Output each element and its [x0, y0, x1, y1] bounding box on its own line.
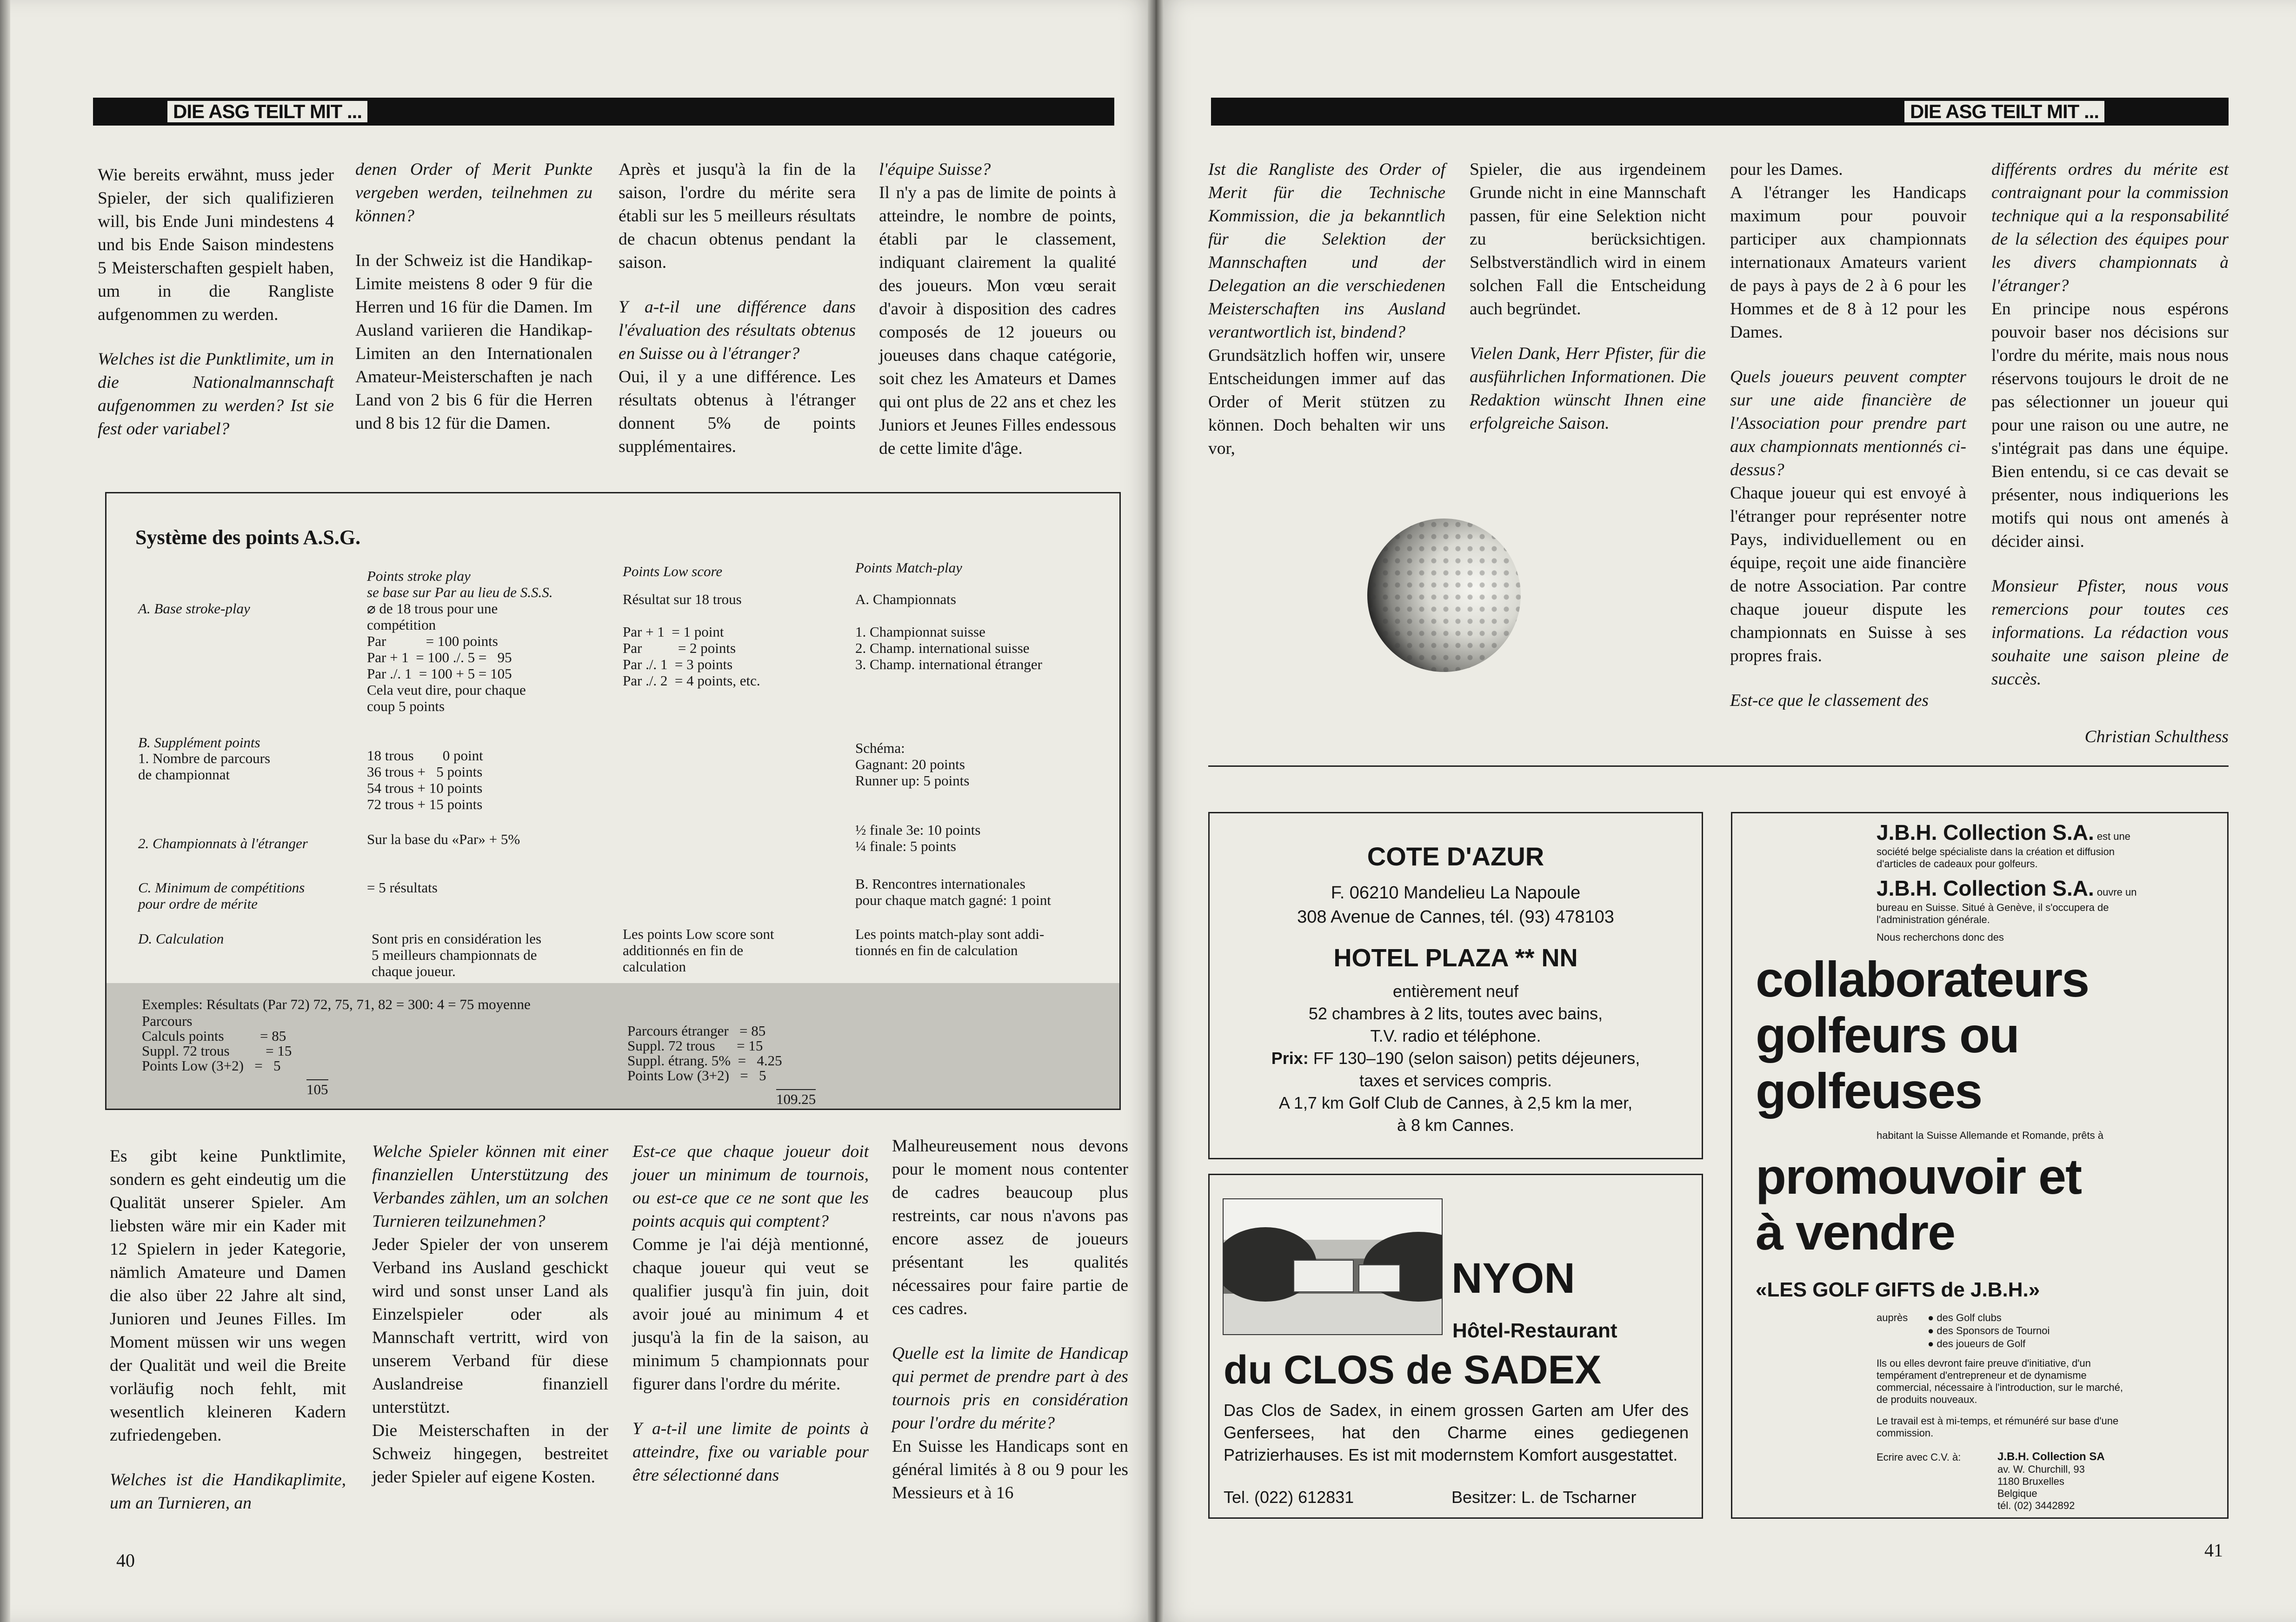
jbh-big-1: collaborateurs	[1756, 951, 2089, 1007]
left-top-col-3	[619, 158, 856, 459]
stroke-play-body: ⌀ de 18 trous pour une compétition Par = 100 points Par + 1 = 100 ./. 5 = 95 Par ./. 1 = 100 + 5 = 105 Cela veut dire, pour chaque coup 5 points	[367, 600, 526, 714]
left-page-number: 40	[116, 1550, 135, 1571]
match-play-body: A. Championnats 1. Championnat suisse 2. Champ. international suisse 3. Champ. international étranger	[855, 591, 1043, 672]
jbh-habitant: habitant la Suisse Allemande et Romande, prêts à	[1877, 1130, 2103, 1141]
jbh-bullet-1-text: des Golf clubs	[1937, 1312, 2002, 1323]
paragraph-gap	[355, 228, 592, 249]
examples-left: Parcours Calculs points = 85 Suppl. 72 trous = 15 Points Low (3+2) = 5	[142, 1013, 292, 1074]
jbh-intro-2a: ouvre un	[2094, 886, 2137, 898]
paragraph: Es gibt keine Punktlimite, sondern es geht eindeutig um die Qualität unserer Spieler. Am liebsten wäre mir ein Kader mit 12 Spielern in jeder Kategorie, nämlich Amateure und Damen die also über 22 Jahre alt sind, Junioren und Jeunes Filles. Im Moment müssen wir uns wegen der Qualität und weil die Breite vorläufig noch fehlt, mit wesentlich kleineren Kadern zufriedengeben.	[110, 1147, 346, 1445]
paragraph: Chaque joueur qui est envoyé à l'étranger pour représenter notre Pays, individuellement ou en équipe, reçoit une aide financière de notre Association. Par contre chaque joueur dispute les championnats en Suisse à ses propres frais.	[1730, 484, 1966, 665]
examples-left-total: 105	[306, 1079, 328, 1097]
left-bottom-col-2	[372, 1140, 608, 1489]
nyon-owner: Besitzer: L. de Tscharner	[1451, 1488, 1637, 1507]
paragraph: En Suisse les Handicaps sont en général limités à 8 ou 9 pour les Messieurs et à 16	[892, 1437, 1128, 1502]
left-bottom-col-4	[892, 1135, 1128, 1505]
label-minimum-competitions: C. Minimum de compétitions pour ordre de mérite	[138, 879, 305, 912]
jbh-big-3: golfeuses	[1756, 1063, 1982, 1119]
cote-price-label: Prix:	[1271, 1049, 1309, 1068]
nyon-town: NYON	[1451, 1255, 1575, 1302]
supplement-values: 18 trous 0 point 36 trous + 5 points 54 trous + 10 points 72 trous + 15 points	[367, 747, 483, 812]
paragraph-gap	[1991, 553, 2229, 575]
cote-price-text: FF 130–190 (selon saison) petits déjeuners,	[1308, 1049, 1640, 1068]
book-spine	[1148, 0, 1164, 1622]
paragraph: In der Schweiz ist die Handikap-Limite meistens 8 oder 9 für die Herren und 16 für die Damen. Im Ausland variieren die Handikap-Limiten an den Internationalen Amateur-Meisterschaften je nach Land von 2 bis 6 für die Herren und 8 bis 12 für die Damen.	[355, 251, 592, 433]
jbh-big-2: golfeurs ou	[1756, 1007, 2019, 1063]
ad-jbh-collection	[1731, 812, 2229, 1519]
jbh-intro-1c: d'articles de cadeaux pour golfeurs.	[1877, 858, 2038, 870]
jbh-addr-2: av. W. Churchill, 93	[1997, 1463, 2085, 1475]
paragraph: Il n'y a pas de limite de points à atteindre, le nombre de points, établi par le classement, indiquant clairement la qualité des joueurs. Mon vœu serait d'avoir à disposition des cadres composés de 12 joueurs ou joueuses dans chaque catégorie, soit chez les Amateurs et Dames qui ont plus de 22 ans et chez les Juniors et Jeunes Filles endessous de cette limite d'âge.	[879, 183, 1116, 458]
label-championnats-etranger: 2. Championnats à l'étranger	[138, 835, 308, 851]
match-rencontres: B. Rencontres internationales pour chaque match gagné: 1 point	[855, 876, 1051, 908]
jbh-company-2: J.B.H. Collection S.A.	[1877, 876, 2094, 900]
examples-right-total: 109.25	[776, 1089, 816, 1107]
bullet-icon: ●	[1928, 1312, 1937, 1323]
jbh-intro-2c: l'administration générale.	[1877, 914, 1990, 925]
head-match-play: Points Match-play	[855, 559, 962, 576]
examples-right: Parcours étranger = 85 Suppl. 72 trous = 15 Suppl. étrang. 5% = 4.25 Points Low (3+2) = 5	[627, 1023, 782, 1084]
jbh-para-2: Le travail est à mi-temps, et rémunéré sur base d'une commission.	[1877, 1415, 2119, 1439]
jbh-intro-1	[1877, 820, 2130, 845]
bullet-icon: ●	[1928, 1338, 1937, 1349]
golf-ball-image	[1367, 519, 1521, 672]
paragraph-gap	[632, 1396, 869, 1417]
jbh-gifts: «LES GOLF GIFTS de J.B.H.»	[1756, 1278, 2040, 1301]
paragraph: A l'étranger les Handicaps maximum pour pouvoir participer aux championnats internationaux Amateurs varient de pays à pays de 2 à 6 pour les Hommes et de 8 à 12 pour les Dames.	[1730, 183, 1966, 342]
paragraph: Wie bereits erwähnt, muss jeder Spieler, der sich qualifizieren will, bis Ende Juni mindestens 4 und bis Ende Saison mindestens 5 Meisterschaften gespielt haben, um in die Rangliste aufgenommen zu werden.	[98, 166, 334, 324]
jbh-intro-3: Nous recherchons donc des	[1877, 931, 2004, 943]
paragraph: Quelle est la limite de Handicap qui permet de prendre part à des tournois pris en considération pour l'ordre du mérite?	[892, 1344, 1128, 1433]
label-nombre-parcours: 1. Nombre de parcours de championnat	[138, 750, 271, 783]
left-top-col-2	[355, 158, 592, 435]
examples-heading: Exemples: Résultats (Par 72) 72, 75, 71, 82 = 300: 4 = 75 moyenne	[142, 996, 531, 1012]
right-page-number: 41	[2204, 1540, 2223, 1561]
paragraph-gap	[1470, 321, 1706, 342]
paragraph: Ist die Rangliste des Order of Merit für die Technische Kommission, die ja bekanntlich für die Selektion der Mannschaften und der Delegation an die verschiedenen Meisterschaften ins Ausland verantwortlich ist, bindend?	[1208, 160, 1445, 342]
paragraph: En principe nous espérons pouvoir baser nos décisions sur l'ordre du mérite, mais nous nous réservons toujours le droit de ne pas sélectionner un joueur qui pour une raison ou une autre, ne s'intégrait pas dans une équipe. Bien entendu, si ce cas devait se présenter, nous indiquerions les motifs qui nous ont amenés à décider ainsi.	[1991, 299, 2229, 551]
paragraph: Quels joueurs peuvent compter sur une aide financière de l'Association pour prendre part aux championnats mentionnés ci-dessus?	[1730, 367, 1966, 479]
paragraph-gap	[619, 274, 856, 296]
jbh-bullet-2	[1928, 1325, 2050, 1337]
bullet-icon: ●	[1928, 1325, 1937, 1336]
right-col-1	[1208, 158, 1445, 460]
paragraph: Welches ist die Punktlimite, um in die Nationalmannschaft aufgenommen zu werden? Ist sie fest oder variabel?	[98, 350, 334, 439]
paragraph: différents ordres du mérite est contraignant pour la commission technique qui a la responsabilité de la sélection des équipes pour les divers championnats à l'étranger?	[1991, 160, 2229, 295]
right-col-3	[1730, 158, 1966, 712]
jbh-addr-5: tél. (02) 3442892	[1997, 1500, 2075, 1511]
jbh-big-4: promouvoir et	[1756, 1148, 2082, 1204]
cote-addr1: F. 06210 Mandelieu La Napoule	[1331, 883, 1581, 903]
label-supplement: B. Supplément points	[138, 734, 260, 751]
calculation-stroke: Sont pris en considération les 5 meilleurs championnats de chaque joueur.	[372, 931, 542, 979]
cote-line3: T.V. radio et téléphone.	[1370, 1026, 1541, 1045]
paragraph: Y a-t-il une différence dans l'évaluation des résultats obtenus en Suisse ou à l'étranger?	[619, 298, 856, 363]
hotel-photo	[1223, 1198, 1443, 1335]
nyon-name: du CLOS de SADEX	[1224, 1348, 1602, 1392]
minimum-competitions-value: = 5 résultats	[367, 879, 438, 896]
jbh-bullet-2-text: des Sponsors de Tournoi	[1937, 1325, 2050, 1336]
left-bottom-col-1	[110, 1145, 346, 1515]
paragraph: Vielen Dank, Herr Pfister, für die ausführlichen Informationen. Die Redaktion wünscht Ihnen eine erfolgreiche Saison.	[1470, 344, 1706, 433]
paragraph: denen Order of Merit Punkte vergeben werden, teilnehmen zu können?	[355, 160, 592, 226]
paragraph: Est-ce que chaque joueur doit jouer un minimum de tournois, ou est-ce que ce ne sont que les points acquis qui comptent?	[632, 1142, 869, 1231]
paragraph-gap	[98, 326, 334, 348]
calculation-match: Les points match-play sont addi- tionnés en fin de calculation	[855, 926, 1045, 958]
left-top-col-4	[879, 158, 1116, 460]
paragraph: Grundsätzlich hoffen wir, unsere Entscheidungen immer auf das Order of Merit stützen zu können. Doch behalten wir uns vor,	[1208, 346, 1445, 458]
right-col-2	[1470, 158, 1706, 435]
points-system-table	[105, 492, 1121, 1110]
match-finals: ½ finale 3e: 10 points ¼ finale: 5 points	[855, 822, 981, 854]
paragraph: l'équipe Suisse?	[879, 160, 991, 179]
head-stroke-play: Points stroke play se base sur Par au lieu de S.S.S.	[367, 568, 553, 600]
jbh-addr-4: Belgique	[1997, 1488, 2037, 1499]
left-top-col-1	[98, 164, 334, 441]
paragraph: Comme je l'ai déjà mentionné, chaque joueur qui veut se qualifier jusqu'à fin juin, doit avoir joué au minimum 4 et jusqu'à la fin de la saison, au minimum 5 championnats pour figurer dans l'ordre du mérite.	[632, 1235, 869, 1394]
jbh-bullet-3	[1928, 1338, 2025, 1350]
jbh-bullet-1	[1928, 1312, 2002, 1324]
jbh-intro-1a: est une	[2094, 831, 2131, 842]
nyon-tel: Tel. (022) 612831	[1224, 1488, 1354, 1507]
cote-hotel: HOTEL PLAZA ** NN	[1333, 944, 1578, 972]
jbh-company-1: J.B.H. Collection S.A.	[1877, 820, 2094, 844]
paragraph: Y a-t-il une limite de points à atteindre, fixe ou variable pour être sélectionné dans	[632, 1419, 869, 1485]
photo-house-2	[1358, 1264, 1400, 1292]
left-header-label: DIE ASG TEILT MIT ...	[167, 101, 367, 122]
paragraph: Après et jusqu'à la fin de la saison, l'ordre du mérite sera établi sur les 5 meilleurs résultats de chacun obtenus pendant la saison.	[619, 160, 856, 272]
interview-signature: Christian Schulthess	[2084, 727, 2229, 746]
paragraph-gap	[1730, 668, 1966, 689]
jbh-addr-1: J.B.H. Collection SA	[1997, 1450, 2105, 1463]
paragraph: Oui, il y a une différence. Les résultats obtenus à l'étranger donnent 5% de points supplémentaires.	[619, 367, 856, 456]
photo-house	[1293, 1260, 1354, 1292]
label-calculation: D. Calculation	[138, 931, 224, 947]
right-col-4	[1991, 158, 2229, 691]
cote-line2: 52 chambres à 2 lits, toutes avec bains,	[1308, 1004, 1603, 1023]
cote-line7: à 8 km Cannes.	[1397, 1116, 1515, 1135]
cote-line6: A 1,7 km Golf Club de Cannes, à 2,5 km la mer,	[1278, 1093, 1633, 1112]
paragraph: Malheureusement nous devons pour le moment nous contenter de cadres beaucoup plus restreints, car nous n'avons pas encore assez de joueurs présentant les qualités nécessaires pour faire partie de ces cadres.	[892, 1137, 1128, 1318]
paragraph: Spieler, die aus irgendeinem Grunde nicht in eine Mannschaft passen, für eine Selektion nicht zu berücksichtigen. Selbstverständlich wird in einem solchen Fall die Entscheidung auch begründet.	[1470, 160, 1706, 319]
paragraph: Est-ce que le classement des	[1730, 691, 1929, 710]
nyon-subtitle: Hôtel-Restaurant	[1452, 1319, 1617, 1342]
jbh-addr-3: 1180 Bruxelles	[1997, 1476, 2064, 1487]
ad-cote-azur	[1208, 812, 1703, 1159]
cote-price	[1210, 1049, 1702, 1068]
points-title: Système des points A.S.G.	[135, 526, 361, 549]
right-header-label: DIE ASG TEILT MIT ...	[1904, 101, 2104, 122]
paragraph: Monsieur Pfister, nous vous remercions pour toutes ces informations. La rédaction vous souhaite une saison pleine de succès.	[1991, 577, 2229, 689]
low-score-body: Résultat sur 18 trous Par + 1 = 1 point Par = 2 points Par ./. 1 = 3 points Par ./. 2 = 4 points, etc.	[623, 591, 760, 689]
golf-ball-dimples	[1367, 519, 1521, 672]
jbh-para-1: Ils ou elles devront faire preuve d'initiative, d'un tempérament d'entrepreneur et de dynamisme commercial, nécessaire à l'introduction, sur le marché, de produits nouveaux.	[1877, 1357, 2123, 1405]
jbh-intro-2	[1877, 876, 2136, 901]
right-section-divider	[1208, 765, 2229, 767]
cote-addr2: 308 Avenue de Cannes, tél. (93) 478103	[1297, 907, 1614, 927]
page-edge	[0, 0, 10, 1622]
paragraph: Die Meisterschaften in der Schweiz hingegen, bestreitet jeder Spieler auf eigene Kosten.	[372, 1421, 608, 1487]
jbh-big-5: à vendre	[1756, 1204, 1955, 1260]
cote-line1: entièrement neuf	[1392, 982, 1519, 1001]
paragraph: Jeder Spieler der von unserem Verband ins Ausland geschickt wird und sonst unser Land als Einzelspieler oder als Mannschaft vertritt, wird von unserem Verband für diese Auslandreise finanziell unterstützt.	[372, 1235, 608, 1417]
paragraph: Welche Spieler können mit einer finanziellen Unterstützung des Verbandes zählen, um an solchen Turnieren teilzunehmen?	[372, 1142, 608, 1231]
nyon-text: Das Clos de Sadex, in einem grossen Garten am Ufer des Genfersees, hat den Charme eines gediegenen Patrizierhauses. Es ist mit modernstem Komfort ausgestattet.	[1224, 1401, 1689, 1464]
paragraph: Welches ist die Handikaplimite, um an Turnieren, an	[110, 1470, 346, 1513]
paragraph-gap	[110, 1447, 346, 1469]
paragraph-gap	[1730, 344, 1966, 366]
championnats-etranger-value: Sur la base du «Par» + 5%	[367, 831, 520, 847]
paragraph: pour les Dames.	[1730, 160, 1843, 179]
head-low-score: Points Low score	[623, 563, 723, 579]
jbh-intro-2b: bureau en Suisse. Situé à Genève, il s'occupera de	[1877, 902, 2109, 913]
jbh-ecrire: Ecrire avec C.V. à:	[1877, 1451, 1961, 1463]
jbh-bullet-3-text: des joueurs de Golf	[1937, 1338, 2026, 1349]
match-schema: Schéma: Gagnant: 20 points Runner up: 5 points	[855, 740, 970, 789]
cote-title: COTE D'AZUR	[1367, 842, 1544, 871]
paragraph-gap	[892, 1321, 1128, 1342]
left-bottom-col-3	[632, 1140, 869, 1487]
label-base-stroke: A. Base stroke-play	[138, 600, 250, 617]
jbh-aupres: auprès	[1877, 1312, 1908, 1323]
jbh-intro-1b: société belge spécialiste dans la création et diffusion	[1877, 846, 2115, 858]
cote-line5: taxes et services compris.	[1359, 1071, 1552, 1090]
calculation-low: Les points Low score sont additionnés en fin de calculation	[623, 926, 774, 975]
